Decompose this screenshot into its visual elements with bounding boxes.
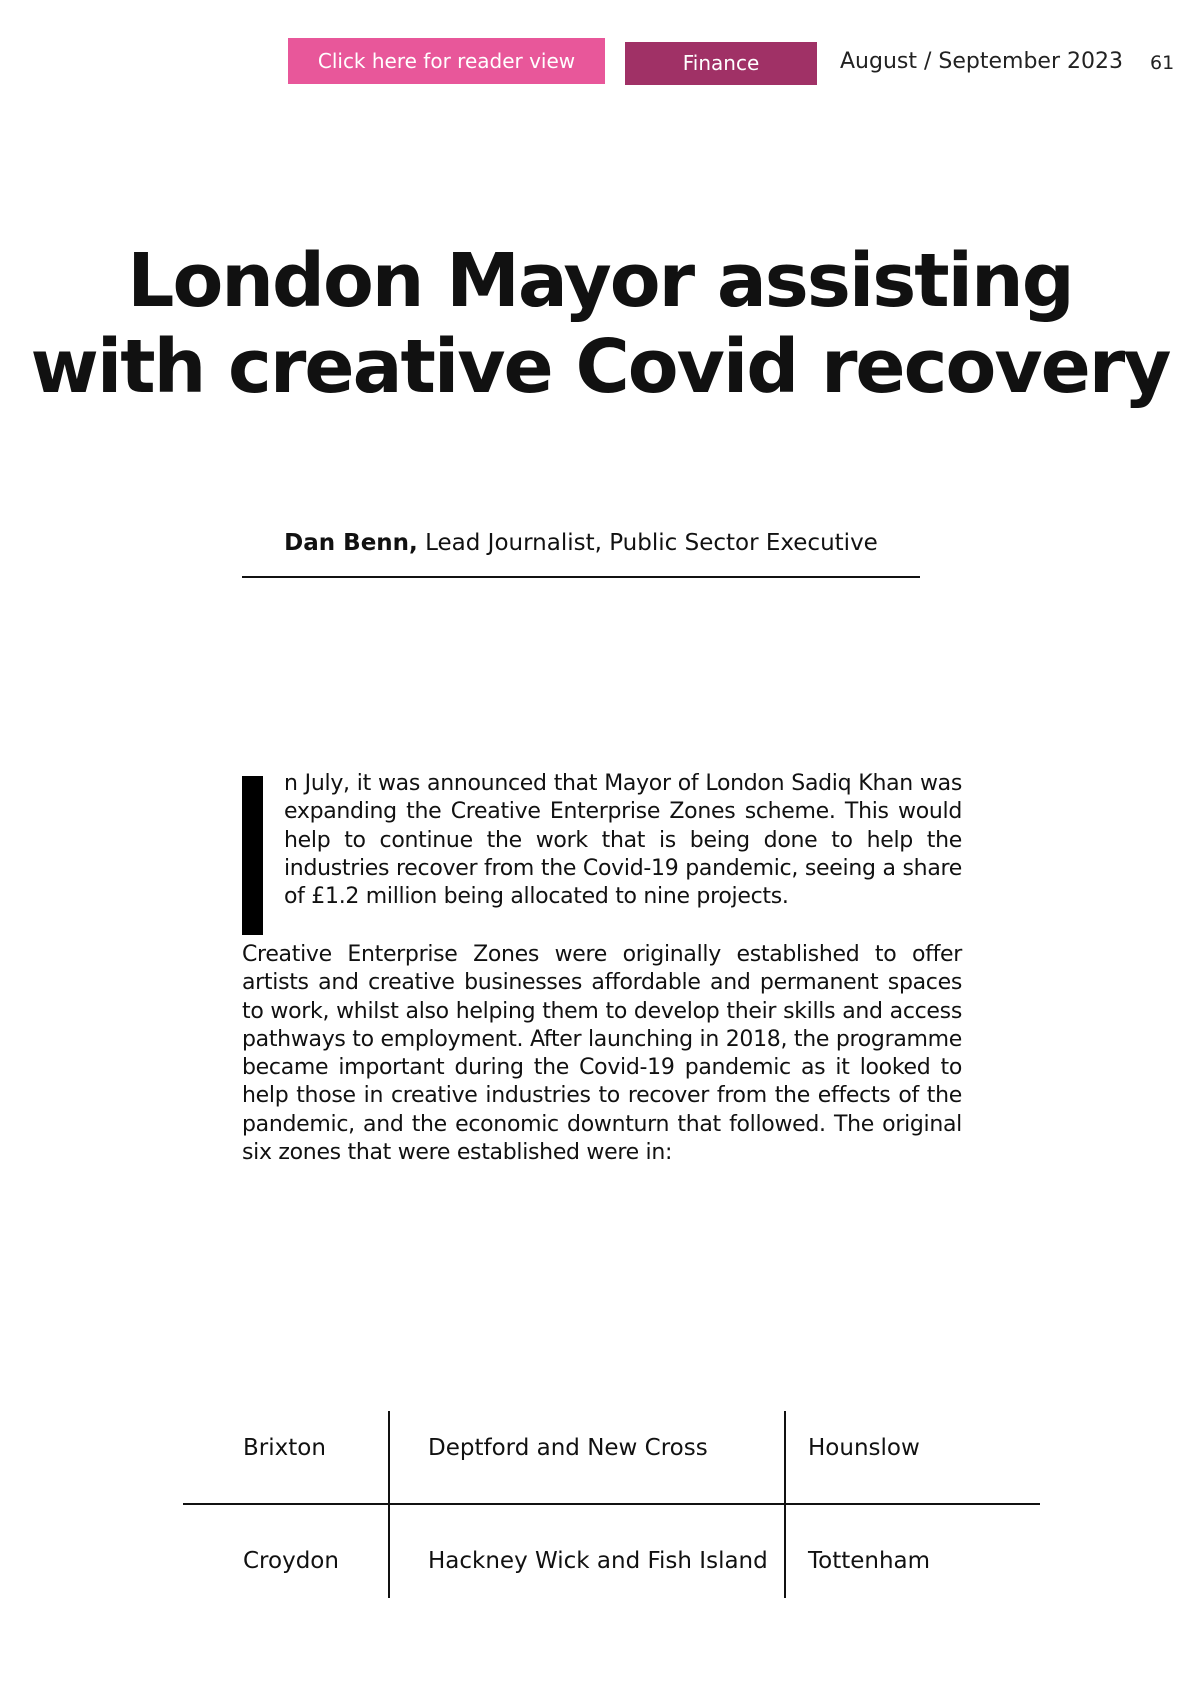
author-name: Dan Benn, <box>284 530 418 556</box>
page-number: 61 <box>1150 52 1175 74</box>
drop-cap-i <box>242 776 263 935</box>
zone-hounslow: Hounslow <box>808 1435 920 1461</box>
zone-brixton: Brixton <box>243 1435 326 1461</box>
section-tag: Finance <box>625 42 817 85</box>
author-role: Lead Journalist, Public Sector Executive <box>417 530 878 556</box>
zones-grid <box>183 1411 1040 1598</box>
grid-divider-horizontal <box>183 1503 1040 1505</box>
article-title <box>20 238 1180 410</box>
paragraph-1: n July, it was announced that Mayor of London Sadiq Khan was expanding the Creative Enterprise Zones scheme. This would help to continue the work that is being done to help the industries recover from the Covid-19 pandemic, seeing a share of £1.2 million being allocated to nine projects. <box>284 771 962 910</box>
zone-hackney-wick-fish-island: Hackney Wick and Fish Island <box>428 1548 768 1574</box>
zone-deptford-new-cross: Deptford and New Cross <box>428 1435 708 1461</box>
byline-divider <box>242 576 920 578</box>
zone-tottenham: Tottenham <box>808 1548 931 1574</box>
zone-croydon: Croydon <box>243 1548 339 1574</box>
reader-view-button[interactable]: Click here for reader view <box>288 38 605 84</box>
paragraph-2: Creative Enterprise Zones were originally established to offer artists and creative businesses affordable and permanent spaces to work, whilst also helping them to develop their skills and access pathways to employment. After launching in 2018, the programme became important during the Covid-19 pandemic as it looked to help those in creative industries to recover from the effects of the pandemic, and the economic downturn that followed. The original six zones that were established were in: <box>242 942 962 1166</box>
title-line-1: London Mayor assisting <box>127 238 1073 324</box>
title-line-2: with creative Covid recovery <box>30 324 1170 410</box>
byline <box>242 530 920 556</box>
issue-date: August / September 2023 <box>840 49 1123 74</box>
